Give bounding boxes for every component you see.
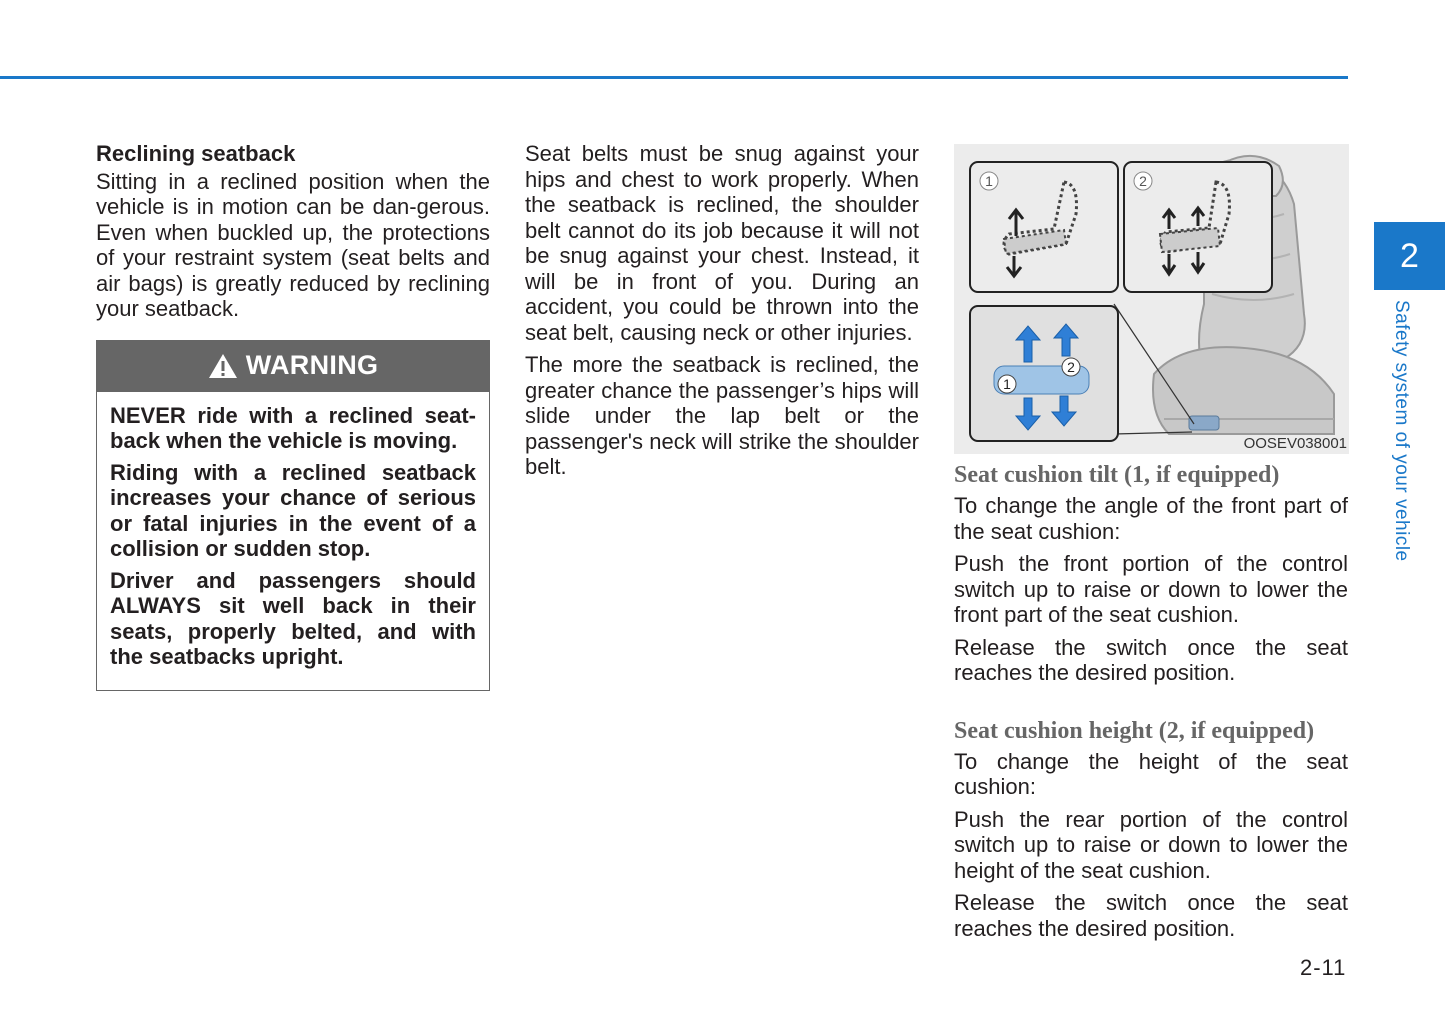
- chapter-tab: [1374, 222, 1445, 290]
- page-number: 2-11: [1300, 955, 1347, 980]
- seatbelt-paragraph: The more the seatback is reclined, the greater chance the passenger’s hips will slide under the lap belt or the passenger's neck will strike the shoulder belt.: [525, 352, 919, 479]
- figure-code: OOSEV038001: [1243, 435, 1347, 452]
- height-paragraph: Push the rear portion of the control switch up to raise or down to lower the height of the seat cushion.: [954, 806, 1348, 883]
- zoom-callout-1: 1: [1003, 376, 1011, 392]
- chapter-title: Safety system of your vehicle: [1391, 300, 1412, 562]
- left-column: [96, 141, 490, 691]
- zoom-callout-2: 2: [1067, 359, 1075, 375]
- tilt-panel: [970, 162, 1118, 292]
- height-paragraph: To change the height of the seat cushion:: [954, 748, 1348, 799]
- tilt-paragraph: Release the switch once the seat reaches the desired position.: [954, 634, 1348, 685]
- warning-line: Driver and passengers should ALWAYS sit well back in their seats, properly belted, and with the seatbacks upright.: [110, 567, 476, 669]
- callout-1: 1: [985, 173, 993, 189]
- seatbelt-paragraph: Seat belts must be snug against your hips and chest to work properly. When the seatback is reclined, the shoulder belt cannot do its job because it will not be snug against your chest. Instead, it will be in front of you. During an accident, you could be thrown into the seat belt, causing neck or other injuries.: [525, 141, 919, 345]
- reclining-paragraph: Sitting in a reclined position when the vehicle is in motion can be dan-gerous. Even when buckled up, the protections of your restraint system (seat belts and air bags) is greatly reduced by reclining your seatback.: [96, 168, 490, 321]
- warning-body: [97, 392, 489, 690]
- switch-zoom-panel: [970, 306, 1118, 441]
- warning-box: [96, 340, 490, 691]
- callout-2: 2: [1139, 173, 1147, 189]
- chapter-number: 2: [1400, 236, 1419, 275]
- warning-line: NEVER ride with a reclined seat-back when the vehicle is moving.: [110, 402, 476, 453]
- tilt-paragraph: Push the front portion of the control switch up to raise or down to lower the front part of the seat cushion.: [954, 551, 1348, 627]
- header-rule: [0, 76, 1348, 79]
- warning-title: WARNING: [245, 350, 379, 381]
- reclining-heading: Reclining seatback: [96, 141, 296, 166]
- height-paragraph: Release the switch once the seat reaches the desired position.: [954, 890, 1348, 941]
- height-panel: [1124, 162, 1272, 292]
- seat-illustration: [954, 144, 1349, 454]
- middle-column: [525, 141, 919, 487]
- warning-line: Riding with a reclined seatback increases your chance of serious or fatal injuries in the event of a collision or sudden stop.: [110, 459, 476, 561]
- warning-header: [97, 341, 489, 392]
- tilt-heading: Seat cushion tilt (1, if equipped): [954, 462, 1280, 488]
- warning-triangle-icon: [208, 353, 238, 379]
- height-heading: Seat cushion height (2, if equipped): [954, 717, 1315, 744]
- seat-diagram: [954, 144, 1349, 454]
- right-column: [954, 460, 1348, 948]
- tilt-paragraph: To change the angle of the front part of the seat cushion:: [954, 493, 1348, 544]
